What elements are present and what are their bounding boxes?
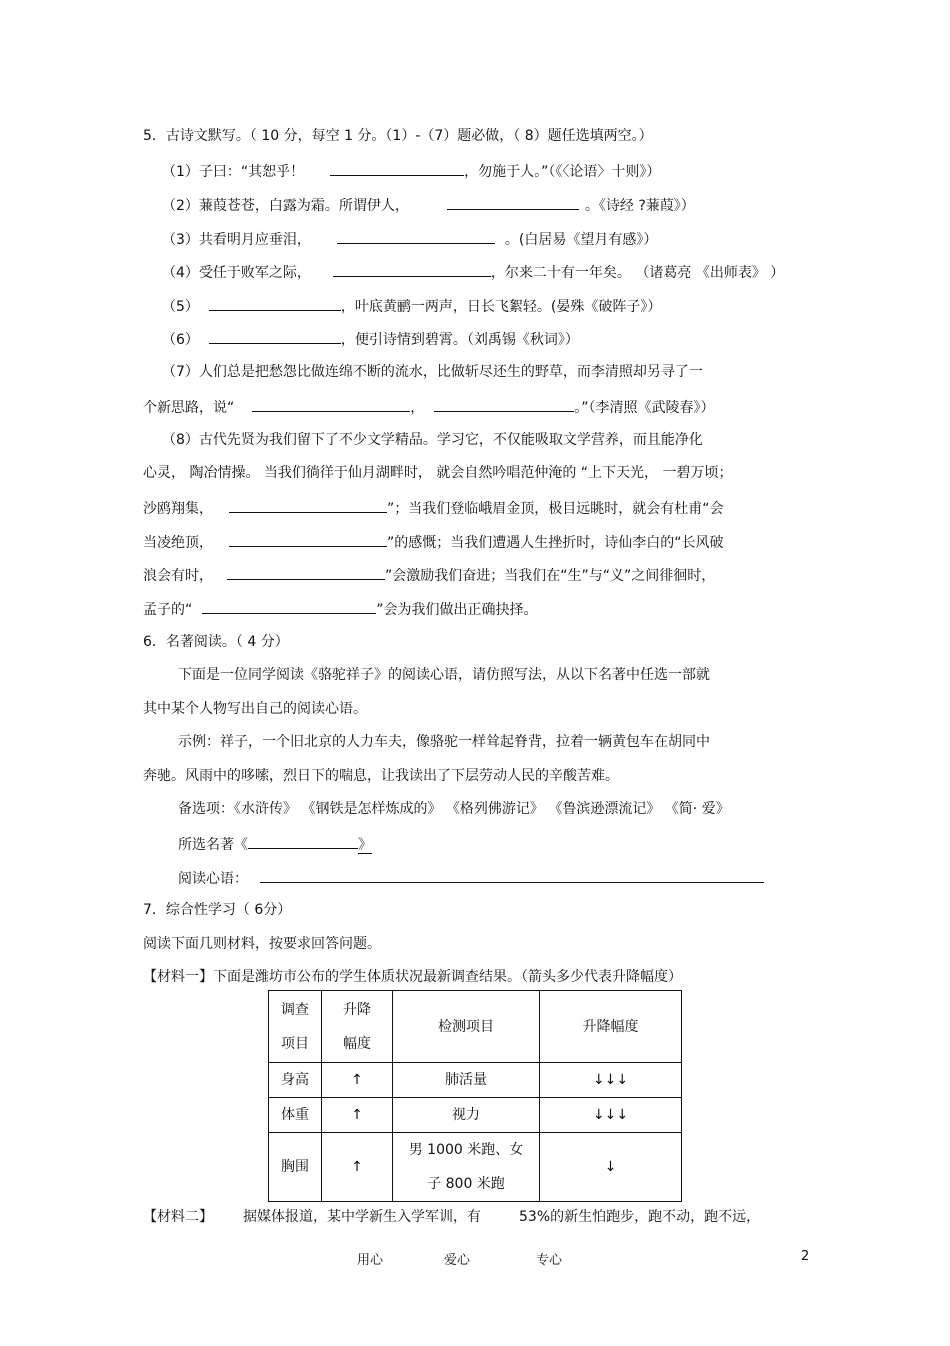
q5-item-7-lead: 个新思路，说“ — [143, 400, 235, 416]
blank-8d[interactable] — [202, 599, 376, 614]
cell-arrow: ↓ — [540, 1133, 682, 1202]
q5-item-5-num: （5） — [162, 299, 199, 315]
cell-arrow: ↑ — [322, 1063, 393, 1098]
table-row — [269, 1063, 682, 1098]
blank-1[interactable] — [330, 161, 464, 176]
blank-3[interactable] — [337, 229, 495, 244]
cell-test: 男 1000 米跑、女 子 800 米跑 — [393, 1133, 540, 1202]
q5-item-8-l4-rest: ”的感慨；当我们遭遇人生挫折时，诗仙李白的“长风破 — [387, 535, 724, 551]
blank-6[interactable] — [209, 329, 341, 344]
q5-item-5 — [162, 296, 661, 316]
blank-reading-notes[interactable] — [260, 868, 764, 883]
q5-item-3-source: 。(白居易《望月有感》） — [504, 232, 658, 248]
q5-item-3-text: （3）共看明月应垂泪， — [162, 232, 311, 248]
q6-p1-line-2: 其中某个人物写出自己的阅读心语。 — [143, 701, 367, 717]
q6-chosen-book — [178, 834, 372, 854]
blank-7a[interactable] — [252, 397, 410, 412]
q5-item-8-l6-text: 孟子的“ — [143, 602, 193, 618]
footer-word-1: 用心 — [357, 1253, 384, 1268]
blank-book-title[interactable] — [248, 834, 358, 849]
q6-p1-line-1: 下面是一位同学阅读《骆驼祥子》的阅读心语，请仿照写法，从以下名著中任选一部就 — [178, 667, 710, 683]
blank-8b[interactable] — [229, 532, 387, 547]
q5-item-8-l5-rest: ”会激励我们奋进；当我们在“生”与“义”之间徘徊时， — [385, 568, 716, 584]
q6-chosen-close: 》 — [358, 837, 372, 853]
q5-item-6-num: （6） — [162, 332, 199, 348]
cell-test: 肺活量 — [393, 1063, 540, 1098]
q7-intro: 阅读下面几则材料，按要求回答问题。 — [143, 936, 381, 952]
q5-item-8-l5-text: 浪会有时， — [143, 568, 213, 584]
cell-arrow: ↑ — [322, 1133, 393, 1202]
q6-reading-notes — [178, 868, 764, 888]
header-survey-item: 调查 项目 — [269, 991, 322, 1063]
footer-word-3: 专心 — [536, 1253, 563, 1268]
q5-item-2 — [162, 195, 695, 215]
cell-arrow: ↑ — [322, 1098, 393, 1133]
header-change-2: 升降幅度 — [540, 991, 682, 1063]
q5-item-8-l6-rest: ”会为我们做出正确抉择。 — [376, 602, 538, 618]
cell-arrow: ↓↓↓ — [540, 1098, 682, 1133]
q6-title: 6．名著阅读。（ 4 分） — [143, 634, 289, 650]
q5-item-1 — [162, 161, 660, 181]
q5-item-4-source: ，尔来二十有一年矣。 （诸葛亮 《出师表》 ） — [490, 265, 785, 281]
cell-item: 身高 — [269, 1063, 322, 1098]
blank-2[interactable] — [447, 195, 579, 210]
q6-chosen-label: 所选名著《 — [178, 837, 248, 853]
cell-item: 胸围 — [269, 1133, 322, 1202]
blank-7b[interactable] — [434, 397, 574, 412]
table-row — [269, 1133, 682, 1202]
q5-item-6 — [162, 329, 579, 349]
fitness-survey-table — [268, 990, 682, 1202]
q5-item-5-source: ，叶底黄鹂一两声，日长飞絮轻。(晏殊《破阵子》） — [340, 299, 662, 315]
q5-item-8-line-3 — [143, 498, 724, 518]
material-2-text: 据媒体报道，某中学新生入学军训，有 — [243, 1209, 481, 1225]
q5-item-7-source: 。”（李清照《武陵春》） — [574, 400, 715, 416]
header-change-1: 升降 幅度 — [322, 991, 393, 1063]
q6-p2-line-1: 示例：祥子，一个旧北京的人力车夫，像骆驼一样耸起脊背，拉着一辆黄包车在胡同中 — [178, 734, 710, 750]
blank-4[interactable] — [333, 262, 491, 277]
q5-item-7-line-2 — [143, 397, 715, 417]
q7-material-2 — [143, 1208, 760, 1226]
q6-p2-line-2: 奔驰。风雨中的哆嗦，烈日下的喘息，让我读出了下层劳动人民的辛酸苦难。 — [143, 768, 619, 784]
q5-item-8-line-1: （8）古代先贤为我们留下了不少文学精品。学习它，不仅能吸取文学营养，而且能净化 — [162, 432, 703, 448]
cell-test: 视力 — [393, 1098, 540, 1133]
q5-item-8-l3-rest: ”；当我们登临峨眉金顶，极目远眺时，就会有杜甫“会 — [387, 501, 724, 517]
q5-item-6-source: ，便引诗情到碧霄。（刘禹锡《秋词》） — [340, 332, 579, 348]
material-2-label: 【材料二】 — [143, 1209, 213, 1225]
table-row — [269, 1098, 682, 1133]
page-number: 2 — [801, 1249, 810, 1264]
q5-item-8-line-5 — [143, 565, 715, 585]
cell-item: 体重 — [269, 1098, 322, 1133]
q5-title: 5．古诗文默写。（ 10 分，每空 1 分。（1）-（7）题必做，（ 8）题任选填两空。） — [143, 128, 653, 144]
q6-reading-label: 阅读心语： — [178, 871, 248, 887]
q5-item-4 — [162, 262, 784, 282]
q5-item-8-l4-text: 当凌绝顶， — [143, 535, 213, 551]
q5-item-8-line-4 — [143, 532, 724, 552]
q7-material-1: 【材料一】下面是潍坊市公布的学生体质状况最新调查结果。（箭头多少代表升降幅度） — [143, 969, 682, 985]
q5-item-7-comma: ， — [410, 400, 425, 416]
q5-item-4-text: （4）受任于败军之际， — [162, 265, 311, 281]
q5-item-2-text: （2）蒹葭苍苍，白露为霜。所谓伊人， — [162, 198, 409, 214]
q5-item-7-line-1: （7）人们总是把愁怨比做连绵不断的流水，比做斩尽还生的野草，而李清照却另寻了一 — [162, 364, 703, 380]
header-test-item: 检测项目 — [393, 991, 540, 1063]
q5-item-8-line-6 — [143, 599, 538, 619]
blank-5[interactable] — [209, 296, 341, 311]
footer-word-2: 爱心 — [444, 1253, 471, 1268]
q5-item-2-source: 。《诗经 ?蒹葭》） — [584, 198, 695, 214]
q5-item-1-text: （1）子曰：“其恕乎！ — [162, 164, 305, 180]
q5-item-1-source: ，勿施于人。”（《〈论语〉十则》） — [464, 164, 661, 180]
blank-8c[interactable] — [227, 565, 385, 580]
q5-item-3 — [162, 229, 657, 249]
material-2-text-rest: 53%的新生怕跑步，跑不动，跑不远， — [519, 1209, 761, 1225]
q6-options: 备选项：《水浒传》 《钢铁是怎样炼成的》 《格列佛游记》 《鲁滨逊漂流记》 《简· 爱》 — [178, 801, 730, 817]
q5-item-8-l3-text: 沙鸥翔集， — [143, 501, 213, 517]
blank-8a[interactable] — [229, 498, 387, 513]
cell-arrow: ↓↓↓ — [540, 1063, 682, 1098]
q5-item-8-line-2: 心灵， 陶冶情操。 当我们徜徉于仙月湖畔时， 就会自然吟唱范仲淹的 “上下天光， 一碧万顷； — [143, 465, 733, 481]
q7-title: 7．综合性学习（ 6分） — [143, 902, 292, 918]
